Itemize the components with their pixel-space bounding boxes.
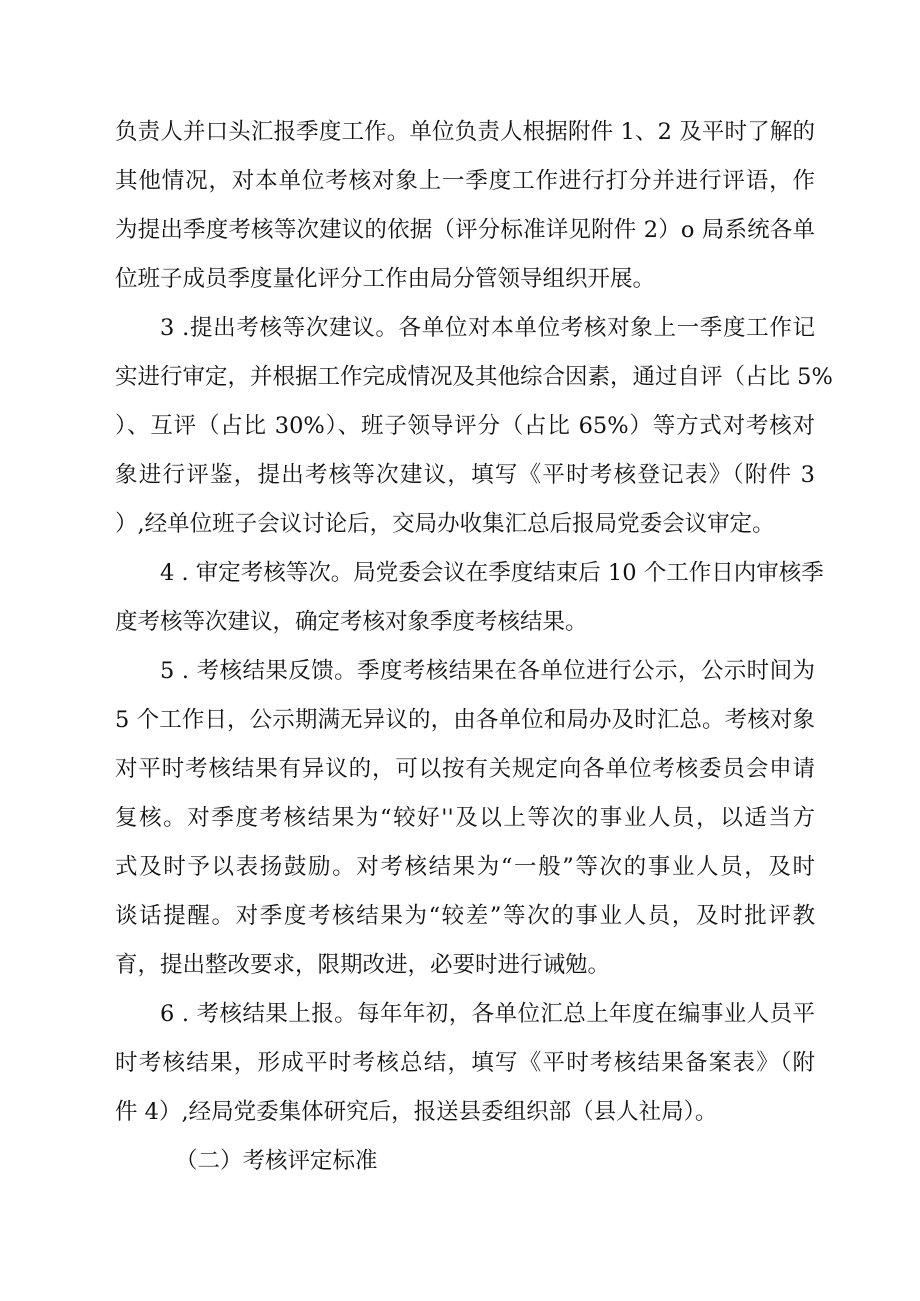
body-line-2: 其他情况，对本单位考核对象上一季度工作进行打分并进行评语，作 — [115, 168, 815, 194]
body-line-4: 位班子成员季度量化评分工作由局分管领导组织开展。 — [115, 266, 656, 292]
item-5-line-3: 对平时考核结果有异议的，可以按有关规定向各单位考核委员会申请 — [115, 756, 815, 782]
item-3-line-2: 实进行审定，并根据工作完成情况及其他综合因素，通过自评（占比 5% — [115, 364, 833, 390]
item-4-line-2: 度考核等次建议，确定考核对象季度考核结果。 — [115, 609, 588, 635]
item-6-line-2: 时考核结果，形成平时考核总结，填写《平时考核结果备案表》（附 — [115, 1050, 815, 1076]
item-5-line-7: 育，提出整改要求，限期改进，必要时进行诫勉。 — [115, 952, 611, 978]
body-line-3: 为提出季度考核等次建议的依据（评分标准详见附件 2）o 局系统各单 — [115, 217, 815, 243]
item-3-line-1: 3 .提出考核等次建议。各单位对本单位考核对象上一季度工作记 — [160, 315, 815, 341]
item-5-line-1: 5 . 考核结果反馈。季度考核结果在各单位进行公示，公示时间为 — [160, 658, 815, 684]
item-3-line-4: 象进行评鉴，提出考核等次建议，填写《平时考核登记表》（附件 3 — [115, 462, 815, 488]
item-3-line-5: ）,经单位班子会议讨论后，交局办收集汇总后报局党委会议审定。 — [115, 511, 775, 537]
item-5-line-4: 复核。对季度考核结果为“较好''及以上等次的事业人员，以适当方 — [115, 805, 815, 831]
body-line-1: 负责人并口头汇报季度工作。单位负责人根据附件 1、2 及平时了解的 — [115, 119, 815, 145]
section-heading: （二）考核评定标准 — [175, 1148, 378, 1174]
item-4-line-1: 4 . 审定考核等次。局党委会议在季度结束后 10 个工作日内审核季 — [160, 560, 824, 586]
item-6-line-3: 件 4）,经局党委集体研究后，报送县委组织部（县人社局）。 — [115, 1099, 718, 1125]
item-5-line-5: 式及时予以表扬鼓励。对考核结果为“一般”等次的事业人员，及时 — [115, 854, 815, 880]
item-3-line-3: ）、互评（占比 30%）、班子领导评分（占比 65%）等方式对考核对 — [115, 413, 815, 439]
item-6-line-1: 6 . 考核结果上报。每年年初，各单位汇总上年度在编事业人员平 — [160, 1001, 815, 1027]
item-5-line-2: 5 个工作日，公示期满无异议的，由各单位和局办及时汇总。考核对象 — [115, 707, 815, 733]
item-5-line-6: 谈话提醒。对季度考核结果为“较差”等次的事业人员，及时批评教 — [115, 903, 815, 929]
